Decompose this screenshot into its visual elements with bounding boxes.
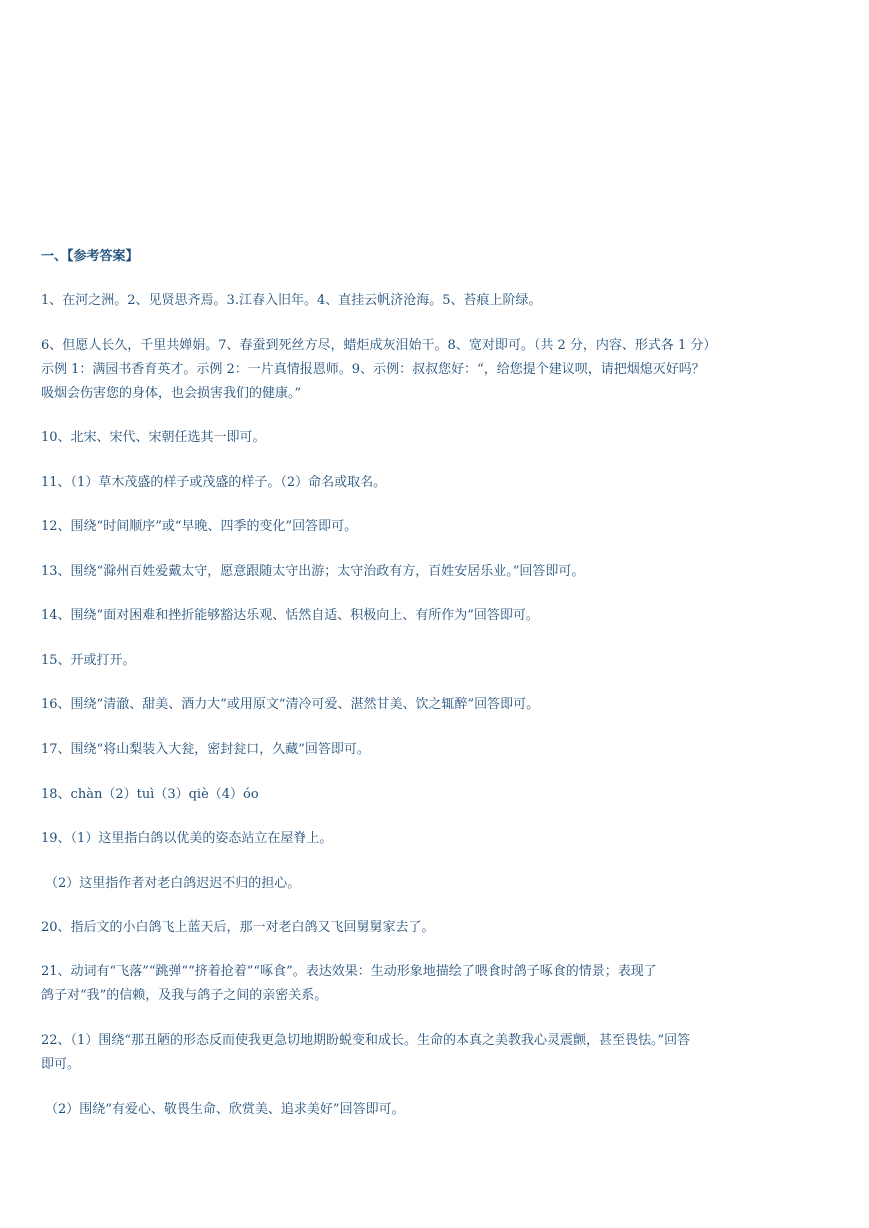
answer-line-1-5: 1、在河之洲。2、见贤思齐焉。3.江春入旧年。4、直挂云帆济沧海。5、苔痕上阶绿。 — [41, 293, 542, 308]
answer-line-10: 10、北宋、宋代、宋朝任选其一即可。 — [41, 430, 266, 445]
answer-line-19-part1: 19、（1）这里指白鸽以优美的姿态站立在屋脊上。 — [41, 831, 333, 846]
answer-line-19-part2: （2）这里指作者对老白鸽迟迟不归的担心。 — [45, 876, 301, 891]
section-heading: 一、【参考答案】 — [41, 249, 139, 264]
answer-line-20: 20、指后文的小白鸽飞上蓝天后，那一对老白鸽又飞回舅舅家去了。 — [41, 920, 435, 935]
answer-line-12: 12、围绕“时间顺序”或“早晚、四季的变化”回答即可。 — [41, 519, 358, 534]
answer-line-6-8: 6、但愿人长久，千里共婵娟。7、春蚕到死丝方尽，蜡炬成灰泪始干。8、宽对即可。（共 2 分，内容、形式各 1 分） — [41, 338, 717, 353]
answer-line-16: 16、围绕“清澈、甜美、酒力大”或用原文“清冷可爱、湛然甘美、饮之辄醉”回答即可。 — [41, 697, 540, 712]
answer-line-22-part1-continued: 即可。 — [41, 1057, 81, 1072]
answer-line-22-part1: 22、（1）围绕“那丑陋的形态反而使我更急切地期盼蜕变和成长。生命的本真之美教我心灵震颤，甚至畏怯。”回答 — [41, 1033, 691, 1048]
answer-line-11: 11、（1）草木茂盛的样子或茂盛的样子。（2）命名或取名。 — [41, 475, 387, 490]
answer-line-13: 13、围绕“滁州百姓爱戴太守，愿意跟随太守出游；太守治政有方，百姓安居乐业。”回答即可。 — [41, 564, 585, 579]
answer-line-15: 15、开或打开。 — [41, 653, 136, 668]
answer-line-21: 21、动词有“飞落”“跳弹”“挤着抢着”“啄食”。表达效果：生动形象地描绘了喂食时鸽子啄食的情景；表现了 — [41, 964, 657, 979]
answer-line-21-continued: 鸽子对“我”的信赖，及我与鸽子之间的亲密关系。 — [41, 988, 328, 1003]
answer-line-17: 17、围绕“将山梨装入大瓮，密封瓮口，久藏”回答即可。 — [41, 742, 370, 757]
answer-line-14: 14、围绕“面对困难和挫折能够豁达乐观、恬然自适、积极向上、有所作为”回答即可。 — [41, 608, 539, 623]
answer-line-22-part2: （2）围绕“有爱心、敬畏生命、欣赏美、追求美好”回答即可。 — [45, 1102, 405, 1117]
answer-line-9-continued: 吸烟会伤害您的身体，也会损害我们的健康。” — [41, 386, 302, 401]
answer-line-18: 18、chàn（2）tuì（3）qiè（4）óo — [41, 787, 259, 802]
answer-line-8-9-examples: 示例 1：满园书香育英才。示例 2：一片真情报恩师。9、示例：叔叔您好：“，给您提个建议呗，请把烟熄灭好吗？ — [41, 362, 705, 377]
